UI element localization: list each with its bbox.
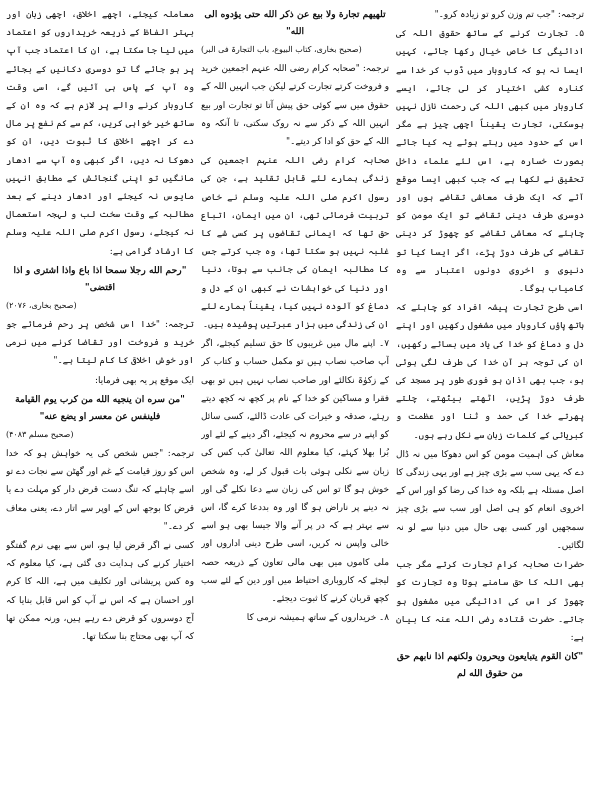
article-columns bbox=[6, 6, 584, 796]
arabic-quote: "كان القوم يتبايعون ويحرون ولكنهم اذا نابهم حق من حقوق الله لم bbox=[396, 651, 584, 680]
arabic-quote: تلهيهم تجارة ولا بيع عن ذكر الله حتى يؤدوه الى الله" bbox=[204, 9, 386, 37]
reference: (صحیح مسلم ۴۰۸۳) bbox=[6, 429, 74, 439]
reference: (صحیح بخاری، ۲۰۷۶) bbox=[6, 300, 77, 310]
paragraph: اسی طرح تجارت پیشہ افراد کو چاہئے کہ ہاتھ پاؤں کاروبار میں مشغول رکھیں اور اپنے دل و دماغ کو خدا کی یاد میں بسائے رکھیں، ان کی توجہ ہر آن خدا کی طرف لگی ہوئی ہو، جب بھی اذان ہو فوری طور پر مسجد کی طرف دوڑ پڑیں، اٹھتے بیٹھتے، چلتے پھرتے خدا کی حمد و ثنا اور عظمت و کبریائی کے کلمات زبان سے نکل رہے ہوں۔ bbox=[396, 303, 584, 441]
paragraph: ترجمہ: "صحابہ کرام رضی اللہ عنہم اجمعین خرید و فروخت کرتے تجارت کرتے لیکن جب انہیں اللہ کے حقوق میں سے کوئی حق پیش آتا تو تجارت اور بیع انہیں اللہ کے ذکر سے نہ روک سکتی، تا آنکہ وہ اللہ کے حق کو ادا کر دیتے۔" bbox=[201, 64, 389, 148]
column-middle bbox=[201, 6, 389, 796]
paragraph: حضرات صحابہ کرام تجارت کرتے مگر جب بھی اللہ کا حق سامنے ہوتا وہ تجارت کو چھوڑ کر اس کی ادائیگی میں مشغول ہو جاتے۔ حضرت قتادہ رضی اللہ عنہ کا بیان ہے: bbox=[396, 560, 584, 643]
column-right bbox=[396, 6, 584, 796]
paragraph: ایک موقع پر یہ بھی فرمایا: bbox=[94, 375, 194, 386]
paragraph: ۵۔ تجارت کرنے کے ساتھ حقوق اللہ کی ادائیگی کا خاص خیال رکھا جائے، کہیں ایسا نہ ہو کہ کاروبار میں ڈوب کر خدا سے کنارہ کشی اختیار کر لی جائے، ایسے کاروبار میں کبھی اللہ کی رحمت نازل نہیں ہوسکتی، تجارت یقیناً اچھی چیز ہے مگر اس کے حدود میں رہتے ہوئے یہ کیا جائے بصورت خسارہ ہے، اس لئے علماء داخل تحقیق نے لکھا ہے کہ جب کبھی ایسا موقع آئے کہ ایک طرف معاشی تقاضے ہوں اور دوسری طرف دینی تقاضے تو ایک مومن کو چاہئے کہ معاشی تقاضے کو چھوڑ کر دینی تقاضے کی طرف دوڑ پڑے، اگر ایسا کیا تو دنیوی و اخروی دونوں اعتبار سے وہ کامیاب ہوگا۔ bbox=[396, 29, 584, 295]
column-left bbox=[6, 6, 194, 796]
paragraph: ترجمہ: "جس شخص کی یہ خواہش ہو کہ خدا اس کو روز قیامت کے غم اور گھٹن سے نجات دے تو اسے چاہئے کہ تنگ دست قرض دار کو مہلت دے یا قرض کا بوجھ اس کے اوپر سے اتار دے، یعنی معاف کر دے۔" bbox=[6, 449, 194, 532]
arabic-quote: "من سره ان ينجيه الله من كرب يوم القيامة فلينفس عن معسر او يضع عنه" bbox=[15, 393, 185, 422]
paragraph: معاش کی اہمیت مومن کو اس دھوکا میں نہ ڈال دے کہ یہی سب سے بڑی چیز ہے اور یہی زندگی کا اصل مسئلہ ہے بلکہ وہ خدا کی رضا کو اور اس کے اخروی انعام کو ہی اصل اور سب سے بڑی چیز سمجھیں اور کسی بھی حال میں دنیا سے لو نہ لگائیں۔ bbox=[396, 449, 584, 551]
paragraph: ۷۔ اپنے مال میں غریبوں کا حق تسلیم کیجئے، اگر آپ صاحب نصاب ہیں تو مکمل حساب و کتاب کر کے زکوٰۃ نکالئے اور صاحب نصاب نہیں ہیں تو بھی فقرا و مساکین کو خدا کے نام پر کچھ نہ کچھ دیتے رہئے، صدقہ و خیرات کی عادت ڈالئے، کسی سائل کو اپنے در سے محروم نہ کیجئے، اگر دینے کے لئے اور بُرا بھلا کہئے، کیا معلوم اللہ تعالیٰ کب کس کی زبان سے نکلی ہوئی بات قبول کر لے، وہ شخص خوش ہو گا تو اس کی زبان سے دعا نکلے گی اور نہ دینے پر ناراض ہو گا اور وہ بددعا کرے گا، اس سے بہتر ہے کہ در پر آنے والا جیسا بھی ہو اسے خالی واپس نہ کریں، اسی طرح دینی اداروں اور ملی کاموں میں بھی مالی تعاون کے ذریعہ حصہ لیجئے کہ کاروباری احتیاط میں اور دین کے لئے سب کچھ قربان کرنے کا ثبوت دیجئے۔ bbox=[201, 339, 389, 605]
paragraph: ترجمہ: "خدا اس شخص پر رحم فرمائے جو خرید و فروخت اور تقاضا کرنے میں نرمی اور خوش اخلاقی کا کام لیتا ہے۔" bbox=[6, 320, 194, 367]
paragraph: صحابہ کرام رضی اللہ عنہم اجمعین کی زندگی ہمارے لئے قابل تقلید ہے، جن کی رسول اکرم صلی اللہ علیہ وسلم نے خاص تربیت فرمائی تھی، ان میں ایمان، اتباع حق تھا کہ ایمانی تقاضوں پر کسی شے کا غلبہ نہیں ہو سکتا تھا، وہ جب کرتے جس کا مطالبہ ایمان کی جانب سے ہوتا، دنیا اور دنیا کی خواہشات نے کبھی ان کے دل و دماغ کو آلودہ نہیں کیا، یقیناً ہمارے لئے ان کی زندگی میں ہزار عبرتیں پوشیدہ ہیں۔ bbox=[201, 156, 389, 331]
paragraph: ۸۔ خریداروں کے ساتھ ہمیشہ نرمی کا bbox=[246, 613, 389, 624]
arabic-quote: "رحم الله رجلا سمحا اذا باع واذا اشترى و اذا اقتضى" bbox=[13, 264, 187, 293]
paragraph: کسی نے اگر قرض لیا ہو، اس سے بھی نرم گفتگو اختیار کرنے کی ہدایت دی گئی ہے، کیا معلوم کہ وہ کس پریشانی اور تکلیف میں ہے، اللہ کا کرم اور احسان ہے کہ اس نے آپ کو اس قابل بنایا کہ آج دوسروں کو قرض دے رہے ہیں، ورنہ ممکن تھا کہ آپ بھی محتاج بنا سکتا تھا۔ bbox=[6, 541, 194, 643]
paragraph: معاملہ کیجئے، اچھے اخلاق، اچھی زبان اور بہتر الفاظ کے ذریعہ خریداروں کو اعتماد میں لیا جا سکتا ہے، ان کا اعتماد جب آپ پر ہو جائے گا تو دوسری دکانیں کے بجائے وہ آپ کے پاس ہی آئیں گے، اسی وقت کاروبار کرنے والے پر لازم ہے کہ وہ ان کے ساتھ خیر خواہی کریں، کم سے کم نفع پر مال دے کر اچھے اخلاق کا ثبوت دیں، ان کو دھوکا نہ دیں، اگر کبھی وہ آپ سے ادھار مانگیں تو اپنی گنجائش کے مطابق انہیں مایوس نہ کیجئے اور ادھار دینے کے بعد مطالبہ کے وقت سخت لب و لہجہ استعمال نہ کیجئے، رسول اکرم صلی اللہ علیہ وسلم کا ارشاد گرامی ہے: bbox=[6, 10, 194, 257]
paragraph: ترجمہ: "جب تم وزن کرو تو زیادہ کرو۔" bbox=[434, 10, 584, 20]
reference: (صحیح بخاری، کتاب البیوع، باب التجارۃ فی البر) bbox=[201, 45, 362, 54]
